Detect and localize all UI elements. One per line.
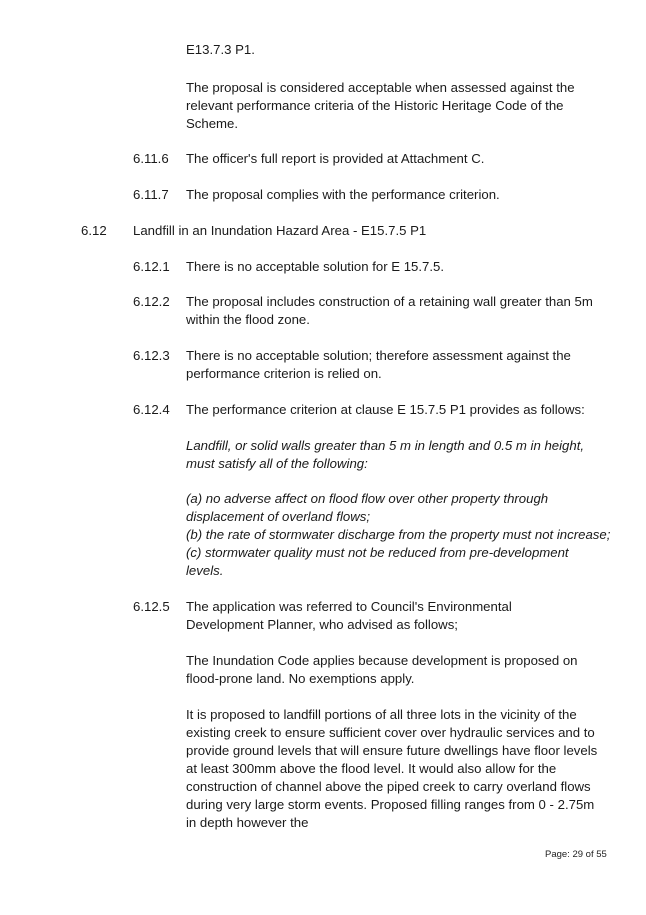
advice-paragraph-2: It is proposed to landfill portions of all three lots in the vicinity of the existing creek to ensure sufficient cover over hydraulic services and to provide ground levels that will ensure future dwellings have floor levels at least 300mm above the flood level. It would also allow for the construction of channel above the piped creek to carry overland flows during very large storm events. Proposed filling ranges from 0 - 2.75m in depth however the — [186, 707, 598, 830]
item-number-6-12-5: 6.12.5 — [133, 599, 170, 614]
item-text-6-12-5: The application was referred to Council's Environmental Development Planner, who advised as follows; — [186, 599, 512, 632]
item-text-6-12-3: There is no acceptable solution; therefore assessment against the performance criterion is relied on. — [186, 348, 571, 381]
item-text-6-11-6: The officer's full report is provided at Attachment C. — [186, 151, 485, 166]
item-number-6-12-4: 6.12.4 — [133, 402, 170, 417]
item-number-6-12-1: 6.12.1 — [133, 259, 170, 274]
page-number-footer: Page: 29 of 55 — [545, 849, 607, 860]
item-number-6-12-3: 6.12.3 — [133, 348, 170, 363]
item-text-6-12-4: The performance criterion at clause E 15.7.5 P1 provides as follows: — [186, 402, 585, 417]
heritage-paragraph: The proposal is considered acceptable when assessed against the relevant performance criteria of the Historic Heritage Code of the Scheme. — [186, 80, 575, 131]
advice-paragraph-1: The Inundation Code applies because development is proposed on flood-prone land. No exemptions apply. — [186, 653, 578, 686]
section-number-6-12: 6.12 — [81, 223, 107, 238]
criterion-point-a: (a) no adverse affect on flood flow over other property through displacement of overland flows; — [186, 491, 549, 524]
item-text-6-12-2: The proposal includes construction of a retaining wall greater than 5m within the flood zone. — [186, 294, 593, 327]
item-text-6-11-7: The proposal complies with the performance criterion. — [186, 187, 500, 202]
item-number-6-11-7: 6.11.7 — [133, 187, 169, 202]
item-text-6-12-1: There is no acceptable solution for E 15.7.5. — [186, 259, 445, 274]
criterion-point-b: (b) the rate of stormwater discharge from the property must not increase; — [186, 527, 611, 542]
criterion-quote-intro: Landfill, or solid walls greater than 5 m in length and 0.5 m in height, must satisfy all of the following: — [186, 438, 585, 471]
item-number-6-11-6: 6.11.6 — [133, 151, 169, 166]
reference-tail: E13.7.3 P1. — [186, 42, 255, 57]
section-heading-6-12: Landfill in an Inundation Hazard Area - E15.7.5 P1 — [133, 223, 427, 238]
item-number-6-12-2: 6.12.2 — [133, 294, 170, 309]
criterion-point-c: (c) stormwater quality must not be reduced from pre-development levels. — [186, 545, 569, 578]
